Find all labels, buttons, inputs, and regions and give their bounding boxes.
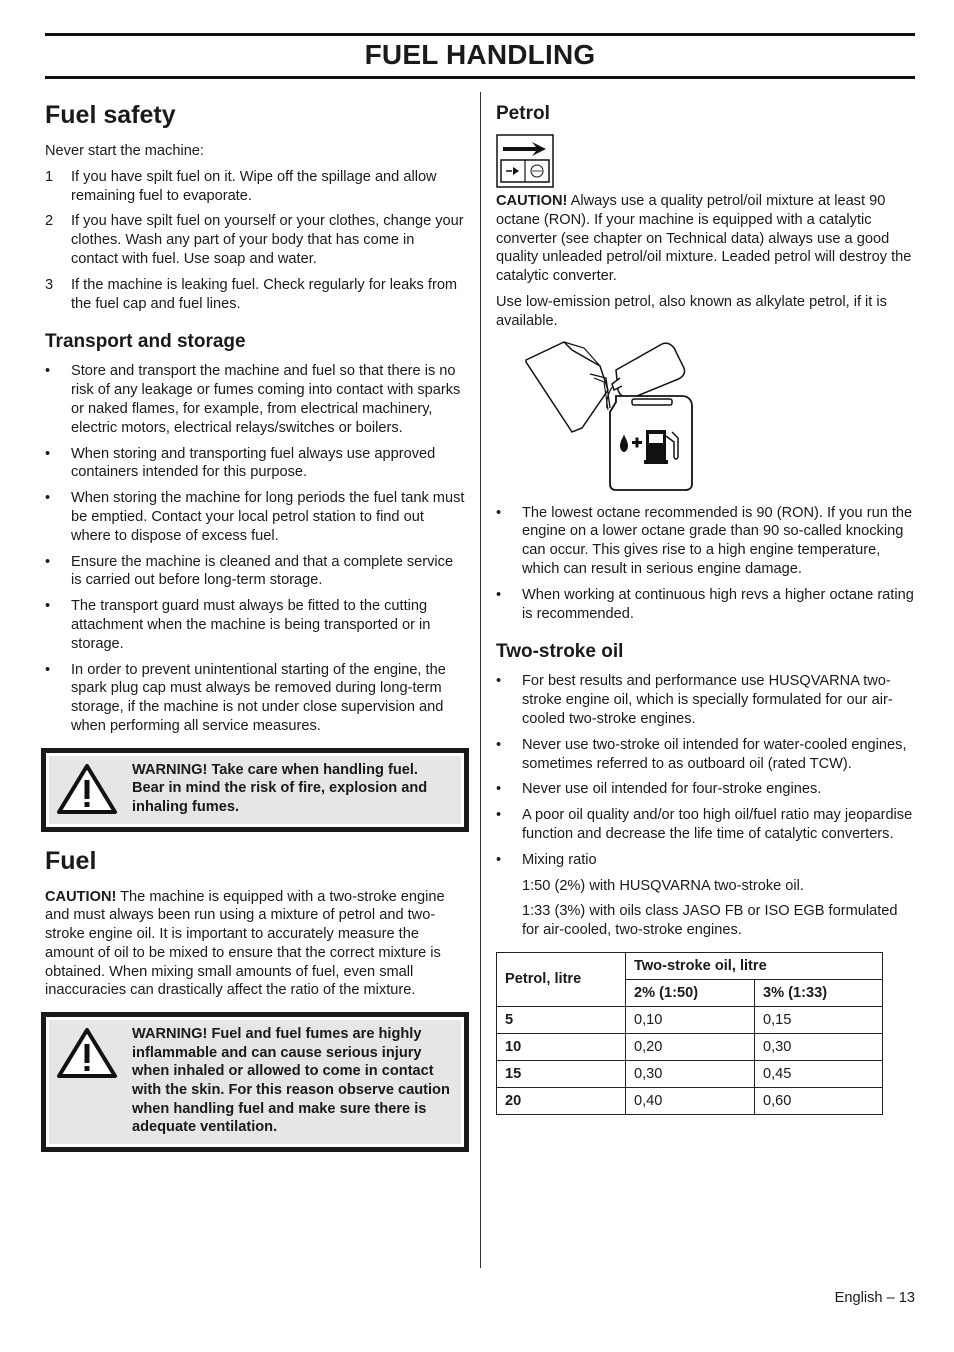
list-item: • Never use oil intended for four-stroke engines. <box>496 781 822 798</box>
list-item: 3 If the machine is leaking fuel. Check regularly for leaks from the fuel cap and fuel lines. <box>45 276 458 312</box>
warning-box-fuel-handling <box>41 748 469 832</box>
petrol-heading: Petrol <box>496 103 550 124</box>
petrol-caution: CAUTION! Always use a quality petrol/oil mixture at least 90 octane (RON). If your machine is equipped with a catalytic converter (see chapter on Technical data) always use a good quality unleaded petrol/oil mixture. Leaded petrol will destroy the catalytic converter. <box>496 193 912 285</box>
table-row: 10 0,20 0,30 <box>497 1033 883 1060</box>
column-divider <box>480 92 481 1268</box>
list-item: • Ensure the machine is cleaned and that a complete service is carried out before long-term storage. <box>45 553 454 589</box>
list-item: 2 If you have spilt fuel on yourself or your clothes, change your clothes. Wash any part of your body that has come in contact with fuel. Use soap and water. <box>45 213 464 267</box>
list-item: • The lowest octane recommended is 90 (RON). If you run the engine on a lower octane grade than 90 so-called knocking can occur. This gives rise to a high engine temperature, which can result in serious engine damage. <box>496 504 913 577</box>
list-item: • When working at continuous high revs a higher octane rating is recommended. <box>496 586 914 622</box>
ratio-2-header: 2% (1:50) <box>626 979 755 1006</box>
transport-list <box>45 362 465 735</box>
mixing-table <box>496 952 883 1115</box>
oil-bullets <box>496 672 916 869</box>
table-row: 15 0,30 0,45 <box>497 1060 883 1087</box>
ratio-husqvarna: 1:50 (2%) with HUSQVARNA two-stroke oil. <box>522 877 804 894</box>
low-emission-note: Use low-emission petrol, also known as alkylate petrol, if it is available. <box>496 293 887 329</box>
transport-heading: Transport and storage <box>45 331 246 353</box>
list-item: 1 If you have spilt fuel on it. Wipe off the spillage and allow remaining fuel to evaporate. <box>45 168 437 204</box>
warning-box-fuel-fumes <box>41 1012 469 1152</box>
table-row: 20 0,40 0,60 <box>497 1087 883 1114</box>
fuel-grade-icon <box>496 134 554 188</box>
list-item: • When storing and transporting fuel always use approved containers intended for this purpose. <box>45 445 436 481</box>
two-stroke-oil-heading: Two-stroke oil <box>496 641 624 663</box>
warning-text: WARNING! Take care when handling fuel. Bear in mind the risk of fire, explosion and inhaling fumes. <box>132 761 428 815</box>
warning-triangle-icon <box>56 1027 118 1079</box>
page-footer: English – 13 <box>834 1290 915 1306</box>
fuel-mixing-illustration <box>524 338 724 496</box>
page-header <box>45 33 915 79</box>
ratio-3-header: 3% (1:33) <box>755 979 883 1006</box>
fuel-safety-heading: Fuel safety <box>45 101 176 129</box>
list-item: • Never use two-stroke oil intended for water-cooled engines, sometimes referred to as outboard oil (rated TCW). <box>496 736 907 772</box>
oil-litre-header: Two-stroke oil, litre <box>626 952 883 979</box>
table-row: 5 0,10 0,15 <box>497 1006 883 1033</box>
fuel-caution: CAUTION! The machine is equipped with a two-stroke engine and must always been run using a mixture of petrol and two-stroke engine oil. It is important to accurately measure the amount of oil to be mixed to ensure that the correct mixture is obtained. When mixing small amounts of fuel, even small inaccuracies can drastically affect the ratio of the mixture. <box>45 888 445 999</box>
fuel-safety-list <box>45 168 465 314</box>
petrol-bullets <box>496 504 916 624</box>
list-item: • A poor oil quality and/or too high oil/fuel ratio may jeopardise function and decrease the life time of catalytic converters. <box>496 807 913 842</box>
right-column <box>496 102 916 1115</box>
list-item: • In order to prevent unintentional starting of the engine, the spark plug cap must always be removed during long-term storage, if the machine is not under close supervision and when performing all service measures. <box>45 661 446 734</box>
warning-text: WARNING! Fuel and fuel fumes are highly inflammable and can cause serious injury when inhaled or allowed to come in contact with the skin. For this reason observe caution when handling fuel and make sure there is adequate ventilation. <box>132 1026 450 1136</box>
page-title: FUEL HANDLING <box>364 39 596 70</box>
table-header-row <box>497 952 883 979</box>
list-item: • Mixing ratio <box>496 851 597 868</box>
list-item: • For best results and performance use HUSQVARNA two-stroke engine oil, which is specially formulated for our air-cooled two-stroke engines. <box>496 673 893 727</box>
list-item: • When storing the machine for long periods the fuel tank must be emptied. Contact your local petrol station to find out where to dispose of excess fuel. <box>45 490 465 544</box>
fuel-heading: Fuel <box>45 846 97 875</box>
ratio-jaso: 1:33 (3%) with oils class JASO FB or ISO EGB formulated for air-cooled, two-stroke engines. <box>522 903 898 939</box>
petrol-litre-header: Petrol, litre <box>497 952 626 1006</box>
list-item: • The transport guard must always be fitted to the cutting attachment when the machine is being transported or in storage. <box>45 598 431 652</box>
warning-triangle-icon <box>56 763 118 815</box>
fuel-safety-intro: Never start the machine: <box>45 143 204 159</box>
left-column <box>45 98 465 1164</box>
list-item: • Store and transport the machine and fuel so that there is no risk of any leakage or fumes coming into contact with sparks or naked flames, for example, from electrical machinery, electric motors, electrical relays/switches or boilers. <box>45 363 461 436</box>
